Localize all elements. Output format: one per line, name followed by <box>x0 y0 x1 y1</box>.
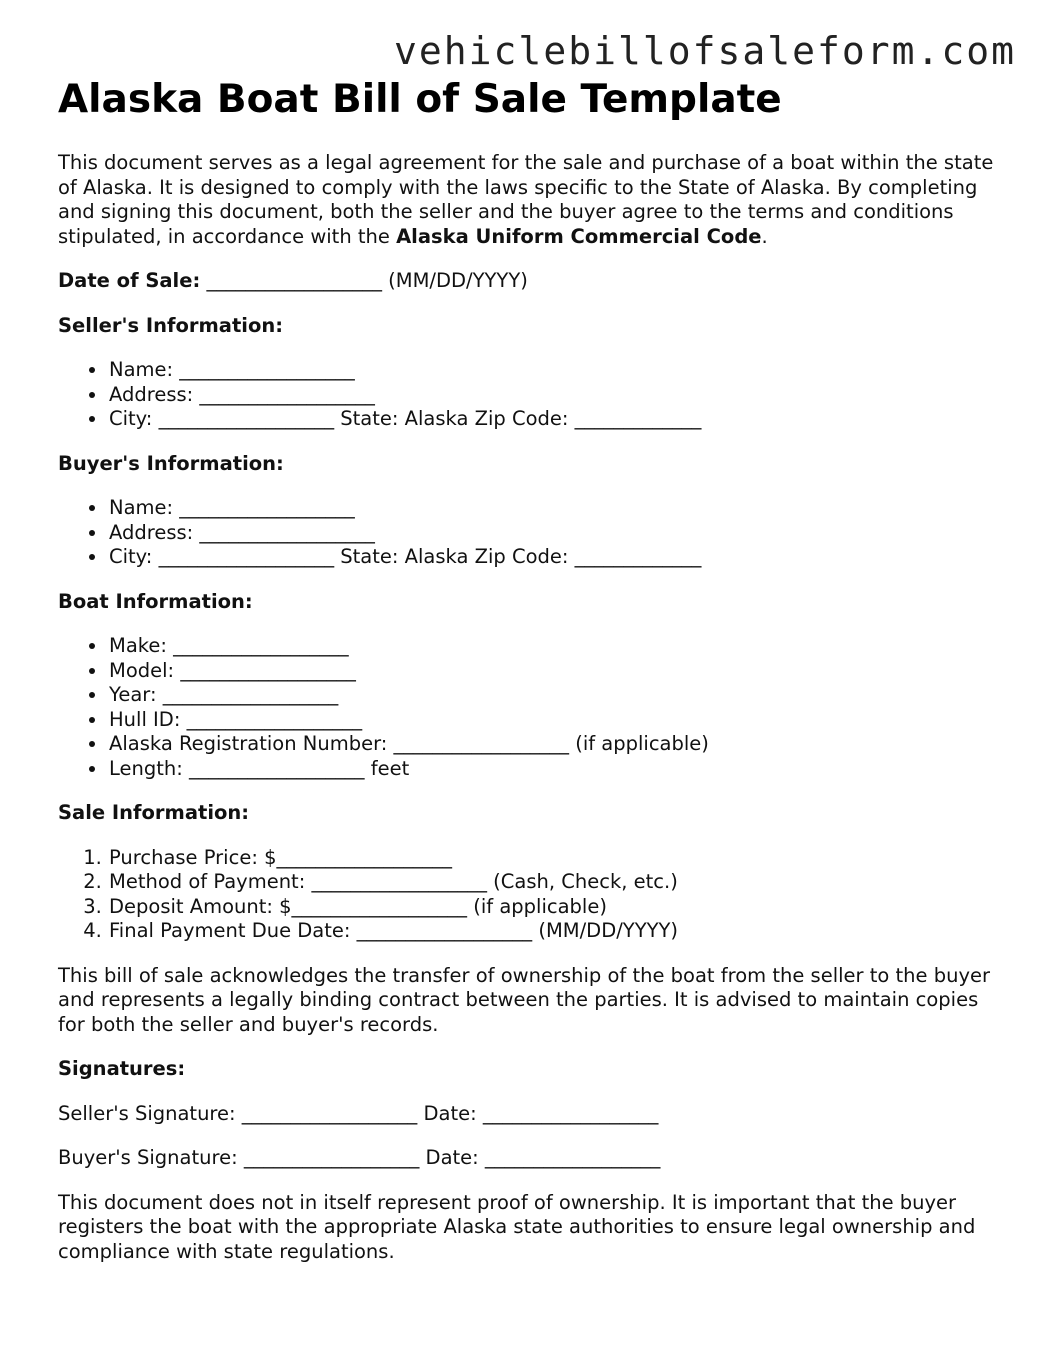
intro-paragraph <box>58 151 998 249</box>
purchase-price-field: 1. Purchase Price: $__________________ <box>108 846 998 871</box>
sale-info-list <box>58 846 998 944</box>
sale-heading: Sale Information: <box>58 801 250 824</box>
buyer-info-list <box>58 496 998 570</box>
buyer-signature-line: Buyer's Signature: __________________ Date: __________________ <box>58 1146 661 1169</box>
date-of-sale-label: Date of Sale: <box>58 269 201 292</box>
buyer-name-field: • Name: __________________ <box>108 496 998 521</box>
payment-method-field: 2. Method of Payment: __________________ (Cash, Check, etc.) <box>108 870 998 895</box>
date-of-sale-field: __________________ (MM/DD/YYYY) <box>200 269 528 292</box>
deposit-amount-field: 3. Deposit Amount: $__________________ (if applicable) <box>108 895 998 920</box>
intro-end: . <box>761 224 768 248</box>
seller-name-field: • Name: __________________ <box>108 358 998 383</box>
seller-signature-line: Seller's Signature: __________________ Date: __________________ <box>58 1101 659 1125</box>
buyer-heading: Buyer's Information: <box>58 451 284 475</box>
boat-heading: Boat Information: <box>58 589 253 613</box>
seller-city-field: • City: __________________ State: Alaska Zip Code: _____________ <box>108 407 998 432</box>
boat-model-field: • Model: __________________ <box>108 659 998 684</box>
final-payment-date-field: 4. Final Payment Due Date: __________________ (MM/DD/YYYY) <box>108 919 998 944</box>
intro-bold-code: Alaska Uniform Commercial Code <box>396 224 762 248</box>
boat-info-list <box>58 634 998 781</box>
buyer-city-field: • City: __________________ State: Alaska Zip Code: _____________ <box>108 545 998 570</box>
boat-registration-field: • Alaska Registration Number: __________________ (if applicable) <box>108 732 998 757</box>
boat-length-field: • Length: __________________ feet <box>108 757 998 782</box>
document-body <box>58 78 998 1264</box>
boat-make-field: • Make: __________________ <box>108 634 998 659</box>
boat-hull-id-field: • Hull ID: __________________ <box>108 708 998 733</box>
seller-address-field: • Address: __________________ <box>108 383 998 408</box>
closing-paragraph: This document does not in itself represent proof of ownership. It is important that the buyer registers the boat with the appropriate Alaska state authorities to ensure legal ownership and compliance with state regulations. <box>58 1190 976 1263</box>
acknowledgement-paragraph: This bill of sale acknowledges the transfer of ownership of the boat from the seller to the buyer and represents a legally binding contract between the parties. It is advised to maintain copies for both the seller and buyer's records. <box>58 963 991 1036</box>
document-title: Alaska Boat Bill of Sale Template <box>58 77 782 122</box>
intro-text: This document serves as a legal agreement for the sale and purchase of a boat within the state of Alaska. It is designed to comply with the laws specific to the State of Alaska. By completing and signing this document, both the seller and the buyer agree to the terms and conditions stipulated, in accordance with the <box>58 151 994 248</box>
seller-heading: Seller's Information: <box>58 313 284 337</box>
date-of-sale-line <box>58 269 998 294</box>
site-watermark: vehiclebillofsaleform.com <box>394 29 1016 73</box>
seller-info-list <box>58 358 998 432</box>
buyer-address-field: • Address: __________________ <box>108 521 998 546</box>
signatures-heading: Signatures: <box>58 1057 186 1080</box>
boat-year-field: • Year: __________________ <box>108 683 998 708</box>
